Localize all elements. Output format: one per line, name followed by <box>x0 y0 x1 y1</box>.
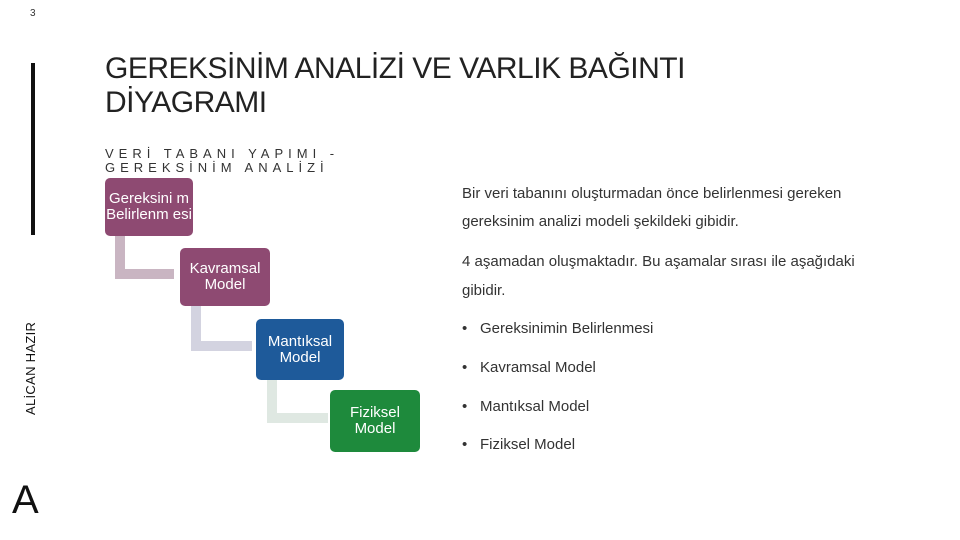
slide-subtitle: VERİ TABANI YAPIMI - GEREKSİNİM ANALİZİ <box>105 146 340 175</box>
description-line-3: 4 aşamadan oluşmaktadır. Bu aşamalar sırası ile aşağıdaki <box>462 253 855 270</box>
step-conceptual-model <box>180 248 270 306</box>
bullet-item: • Gereksinimin Belirlenmesi <box>462 320 654 337</box>
author-initial: A <box>12 478 39 522</box>
accent-bar <box>31 63 35 235</box>
connector-arrow-2 <box>188 306 258 358</box>
bullet-text: Gereksinimin Belirlenmesi <box>480 320 654 337</box>
slide-number: 3 <box>30 8 36 19</box>
description-line-1: Bir veri tabanını oluşturmadan önce belirlenmesi gereken <box>462 185 842 202</box>
step-physical-model <box>330 390 420 452</box>
step-label: Fiziksel Model <box>349 404 400 437</box>
connector-arrow-1 <box>112 236 182 286</box>
bullet-text: Kavramsal Model <box>480 359 596 376</box>
bullet-item: • Fiziksel Model <box>462 436 576 453</box>
slide-title: GEREKSİNİM ANALİZİ VE VARLIK BAĞINTI DİYAGRAMI <box>105 52 685 119</box>
step-logical-model <box>256 319 344 380</box>
step-label: Gereksini m Belirlenm esi <box>106 190 192 223</box>
bullet-item: • Mantıksal Model <box>462 398 590 415</box>
bullet-item: • Kavramsal Model <box>462 359 596 376</box>
step-requirements <box>105 178 193 236</box>
bullet-text: Mantıksal Model <box>480 398 590 415</box>
bullet-text: Fiziksel Model <box>480 436 576 453</box>
description-line-4: gibidir. <box>462 282 506 299</box>
connector-arrow-3 <box>264 380 334 430</box>
step-label: Kavramsal Model <box>189 260 261 293</box>
author-name: ALİCAN HAZIR <box>23 321 38 415</box>
step-label: Mantıksal Model <box>267 332 333 366</box>
description-line-2: gereksinim analizi modeli şekildeki gibidir. <box>462 213 739 230</box>
